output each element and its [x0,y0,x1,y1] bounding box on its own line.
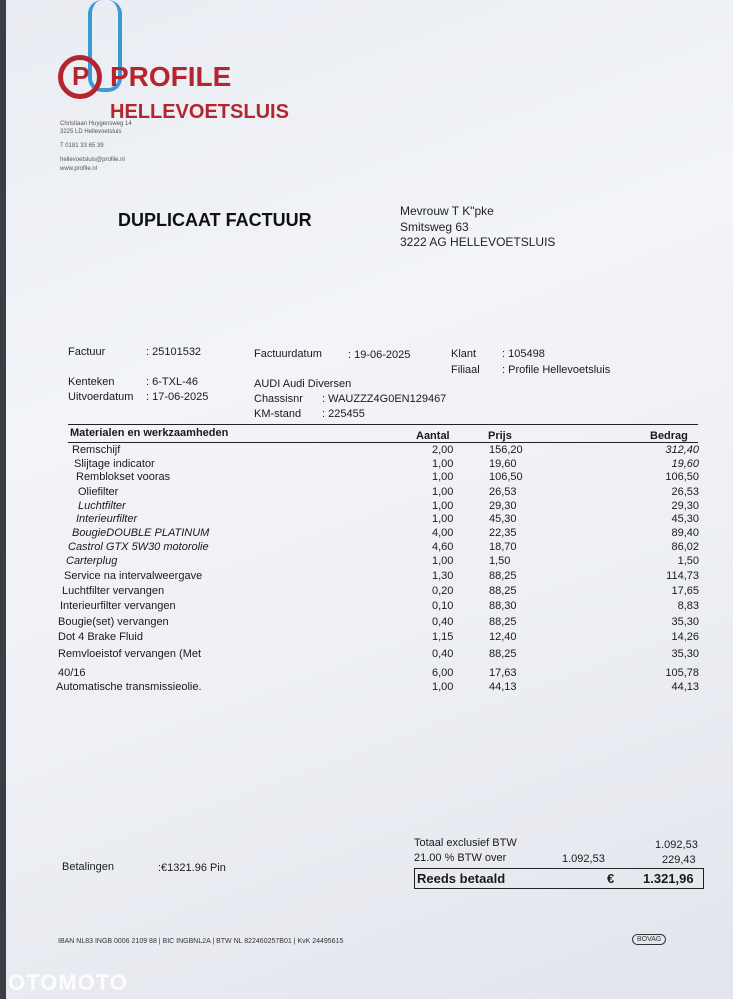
address-line-1: Christiaan Huygensweg 14 [60,121,132,127]
paid-value: 1.321,96 [643,871,694,886]
total-excl-label: Totaal exclusief BTW [414,837,517,849]
logo-p: P [72,61,90,91]
kenteken-label: Kenteken [68,376,115,388]
row-amount: 44,13 [671,681,699,693]
klant-value: : 105498 [502,348,545,360]
row-qty: 0,20 [432,585,454,597]
vehicle-name: AUDI Audi Diversen [254,378,352,390]
row-desc: Luchtfilter vervangen [62,585,165,597]
row-price: 88,25 [489,616,517,628]
row-amount: 105,78 [665,667,699,679]
currency-symbol: € [607,871,615,886]
row-desc: Castrol GTX 5W30 motorolie [68,541,209,553]
factuur-label: Factuur [68,346,106,358]
filiaal-label: Filiaal [451,364,480,376]
factuurdatum-value: : 19-06-2025 [348,349,411,361]
row-amount: 45,30 [671,513,699,525]
row-price: 22,35 [489,527,517,539]
klant-label: Klant [451,348,477,360]
row-amount: 26,53 [671,486,699,498]
row-amount: 114,73 [666,570,699,582]
filiaal-value: : Profile Hellevoetsluis [502,364,611,376]
row-amount: 35,30 [671,648,699,660]
row-desc: Automatische transmissieolie. [56,681,202,693]
row-desc: Slijtage indicator [74,458,155,470]
row-price: 29,30 [489,500,517,512]
row-desc: Dot 4 Brake Fluid [58,631,143,643]
payments-label: Betalingen [62,861,114,873]
table-top-rule [68,424,698,425]
row-qty: 4,60 [432,541,454,553]
payments-value: :€1321.96 Pin [158,862,226,874]
row-amount: 29,30 [671,500,699,512]
row-desc: 40/16 [58,667,86,679]
row-price: 17,63 [489,667,517,679]
row-qty: 1,30 [432,570,454,582]
customer-city: 3222 AG HELLEVOETSLUIS [400,235,556,249]
row-qty: 1,00 [432,471,454,483]
row-qty: 2,00 [432,444,454,456]
row-price: 44,13 [489,681,517,693]
kenteken-value: : 6-TXL-46 [146,376,198,388]
row-desc: BougieDOUBLE PLATINUM [72,527,210,539]
row-price: 18,70 [489,541,517,553]
row-amount: 86,02 [671,541,699,553]
row-price: 88,25 [489,570,517,582]
row-price: 45,30 [489,513,517,525]
paid-label: Reeds betaald [417,871,506,886]
row-price: 1,50 [489,555,511,567]
total-excl-value: 1.092,53 [655,839,698,851]
row-qty: 0,40 [432,648,454,660]
row-price: 88,30 [489,600,517,612]
table-header-rule [68,442,698,443]
chassis-value: : WAUZZZ4G0EN129467 [322,393,447,405]
row-qty: 1,15 [432,631,454,643]
row-qty: 1,00 [432,513,454,525]
row-price: 156,20 [489,444,523,456]
row-desc: Bougie(set) vervangen [58,616,169,628]
row-price: 26,53 [489,486,517,498]
company-logo [58,55,358,123]
factuur-value: : 25101532 [146,346,202,358]
brand-name: PROFILE [110,61,232,92]
brand-sub: HELLEVOETSLUIS [110,101,289,123]
row-desc: Remschijf [72,444,121,456]
row-desc: Luchtfilter [78,500,126,512]
address-email: hellevoetsluis@profile.nl [60,157,125,163]
row-desc: Remvloeistof vervangen (Met [58,648,202,660]
document-title: DUPLICAAT FACTUUR [118,210,312,230]
row-amount: 8,83 [677,600,699,612]
col-desc: Materialen en werkzaamheden [70,427,229,439]
row-qty: 1,00 [432,458,454,470]
address-phone: T 0181 33 65 39 [60,143,104,149]
logo-text [110,61,358,125]
row-amount: 35,30 [671,616,699,628]
btw-value: 229,43 [662,854,696,866]
col-qty: Aantal [416,430,450,442]
factuurdatum-label: Factuurdatum [254,348,322,360]
otomoto-watermark: OTOMOTO [8,970,128,995]
uitvoerdatum-value: : 17-06-2025 [146,391,209,403]
row-amount: 14,26 [671,631,699,643]
chassis-label: Chassisnr [254,393,303,405]
row-price: 106,50 [489,471,523,483]
address-web: www.profile.nl [60,166,98,172]
km-value: : 225455 [322,408,365,420]
uitvoerdatum-label: Uitvoerdatum [68,391,134,403]
row-price: 88,25 [489,585,517,597]
row-qty: 0,40 [432,616,454,628]
col-amount: Bedrag [650,430,688,442]
btw-base: 1.092,53 [562,853,605,865]
bank-footer: IBAN NL83 INGB 0006 2109 88 | BIC INGBNL2A | BTW NL 822460257B01 | KvK 24495615 [58,938,344,945]
row-price: 19,60 [489,458,517,470]
row-amount: 89,40 [671,527,699,539]
customer-street: Smitsweg 63 [400,220,469,234]
row-desc: Carterplug [66,555,118,567]
row-desc: Interieurfilter vervangen [60,600,176,612]
row-qty: 1,00 [432,681,454,693]
customer-name: Mevrouw T K"pke [400,204,494,218]
row-amount: 19,60 [671,458,699,470]
row-qty: 4,00 [432,527,454,539]
row-amount: 106,50 [665,471,699,483]
col-price: Prijs [488,430,512,442]
row-amount: 17,65 [671,585,699,597]
row-amount: 312,40 [665,444,699,456]
row-price: 88,25 [489,648,517,660]
address-line-2: 3225 LD Hellevoetsluis [60,129,122,135]
row-desc: Service na intervalweergave [64,570,203,582]
row-desc: Oliefilter [78,486,119,498]
row-amount: 1,50 [677,555,699,567]
km-label: KM-stand [254,408,302,420]
row-desc: Remblokset vooras [76,471,171,483]
row-qty: 6,00 [432,667,454,679]
row-qty: 0,10 [432,600,454,612]
bovag-logo: BOVAG [632,934,666,945]
row-qty: 1,00 [432,486,454,498]
row-price: 12,40 [489,631,517,643]
btw-label: 21.00 % BTW over [414,852,507,864]
row-qty: 1,00 [432,500,454,512]
row-qty: 1,00 [432,555,454,567]
row-desc: Interieurfilter [76,513,138,525]
